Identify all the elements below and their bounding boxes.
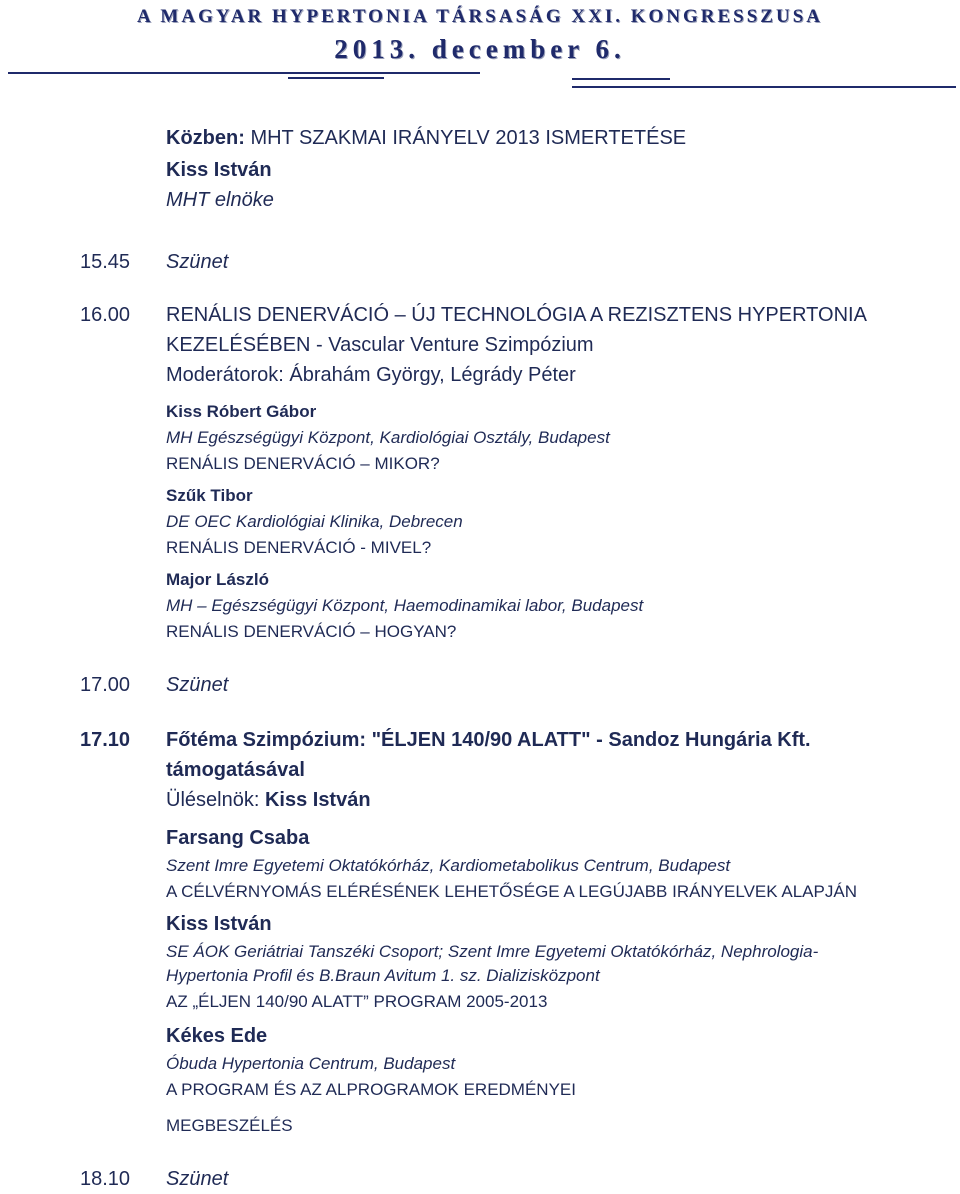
talk5-affiliation-line2: Hypertonia Profil és B.Braun Avitum 1. sz. Dializisközpont: [166, 966, 600, 985]
intro-speaker: Kiss István: [166, 159, 272, 181]
session1-moderators: [166, 363, 576, 387]
session1-title-line1: RENÁLIS DENERVÁCIÓ – ÚJ TECHNOLÓGIA A REZISZTENS HYPERTONIA: [166, 304, 867, 326]
congress-title: A MAGYAR HYPERTONIA TÁRSASÁG XXI. KONGRESSZUSA: [137, 6, 823, 27]
talk5-title: AZ „ÉLJEN 140/90 ALATT” PROGRAM 2005-2013: [166, 992, 548, 1011]
talk1-speaker: Kiss Róbert Gábor: [166, 402, 317, 421]
talk1-title: RENÁLIS DENERVÁCIÓ – MIKOR?: [166, 454, 440, 473]
moderators-names: Ábrahám György, Légrády Péter: [289, 364, 576, 386]
session2-title-line1: Főtéma Szimpózium: "ÉLJEN 140/90 ALATT" - Sandoz Hungária Kft.: [166, 729, 811, 751]
talk4-speaker: Farsang Csaba: [166, 827, 310, 849]
chair-label: Üléselnök:: [166, 789, 260, 811]
session1-title-line2: KEZELÉSÉBEN - Vascular Venture Szimpózium: [166, 334, 594, 356]
session2-chair: [166, 788, 371, 812]
intro-role: MHT elnöke: [166, 189, 274, 211]
talk5-speaker: Kiss István: [166, 913, 272, 935]
talk6-speaker: Kékes Ede: [166, 1025, 268, 1047]
header-rule-left-short: [288, 77, 384, 79]
talk3-affiliation: MH – Egészségügyi Központ, Haemodinamikai labor, Budapest: [166, 596, 644, 615]
talk6-title: A PROGRAM ÉS AZ ALPROGRAMOK EREDMÉNYEI: [166, 1080, 576, 1099]
break1-label: Szünet: [166, 251, 229, 273]
intro-line: [166, 126, 686, 150]
talk2-affiliation: DE OEC Kardiológiai Klinika, Debrecen: [166, 512, 463, 531]
break1-time: 15.45: [80, 251, 131, 273]
talk2-title: RENÁLIS DENERVÁCIÓ - MIVEL?: [166, 538, 432, 557]
talk1-affiliation: MH Egészségügyi Központ, Kardiológiai Osztály, Budapest: [166, 428, 610, 447]
talk3-speaker: Major László: [166, 570, 269, 589]
talk3-title: RENÁLIS DENERVÁCIÓ – HOGYAN?: [166, 622, 457, 641]
break3-time: 18.10: [80, 1168, 131, 1190]
moderators-label: Moderátorok:: [166, 364, 284, 386]
header-rule-right: [572, 86, 956, 88]
discussion: MEGBESZÉLÉS: [166, 1116, 293, 1135]
session2-time: 17.10: [80, 729, 131, 751]
talk2-speaker: Szűk Tibor: [166, 486, 253, 505]
session1-time: 16.00: [80, 304, 131, 326]
intro-text: MHT SZAKMAI IRÁNYELV 2013 ISMERTETÉSE: [250, 127, 687, 149]
break2-label: Szünet: [166, 674, 229, 696]
session2-title-line2: támogatásával: [166, 759, 305, 781]
talk4-title: A CÉLVÉRNYOMÁS ELÉRÉSÉNEK LEHETŐSÉGE A LEGÚJABB IRÁNYELVEK ALAPJÁN: [166, 882, 857, 901]
talk6-affiliation: Óbuda Hypertonia Centrum, Budapest: [166, 1054, 456, 1073]
break2-time: 17.00: [80, 674, 131, 696]
congress-date: 2013. december 6.: [334, 34, 626, 64]
intro-label: Közben:: [166, 127, 245, 149]
talk5-affiliation-line1: SE ÁOK Geriátriai Tanszéki Csoport; Szent Imre Egyetemi Oktatókórház, Nephrologia-: [166, 942, 819, 961]
talk4-affiliation: Szent Imre Egyetemi Oktatókórház, Kardiometabolikus Centrum, Budapest: [166, 856, 731, 875]
header-rule-left: [8, 72, 480, 74]
header-rule-right-short: [572, 78, 670, 80]
break3-label: Szünet: [166, 1168, 229, 1190]
chair-name: Kiss István: [264, 789, 371, 811]
